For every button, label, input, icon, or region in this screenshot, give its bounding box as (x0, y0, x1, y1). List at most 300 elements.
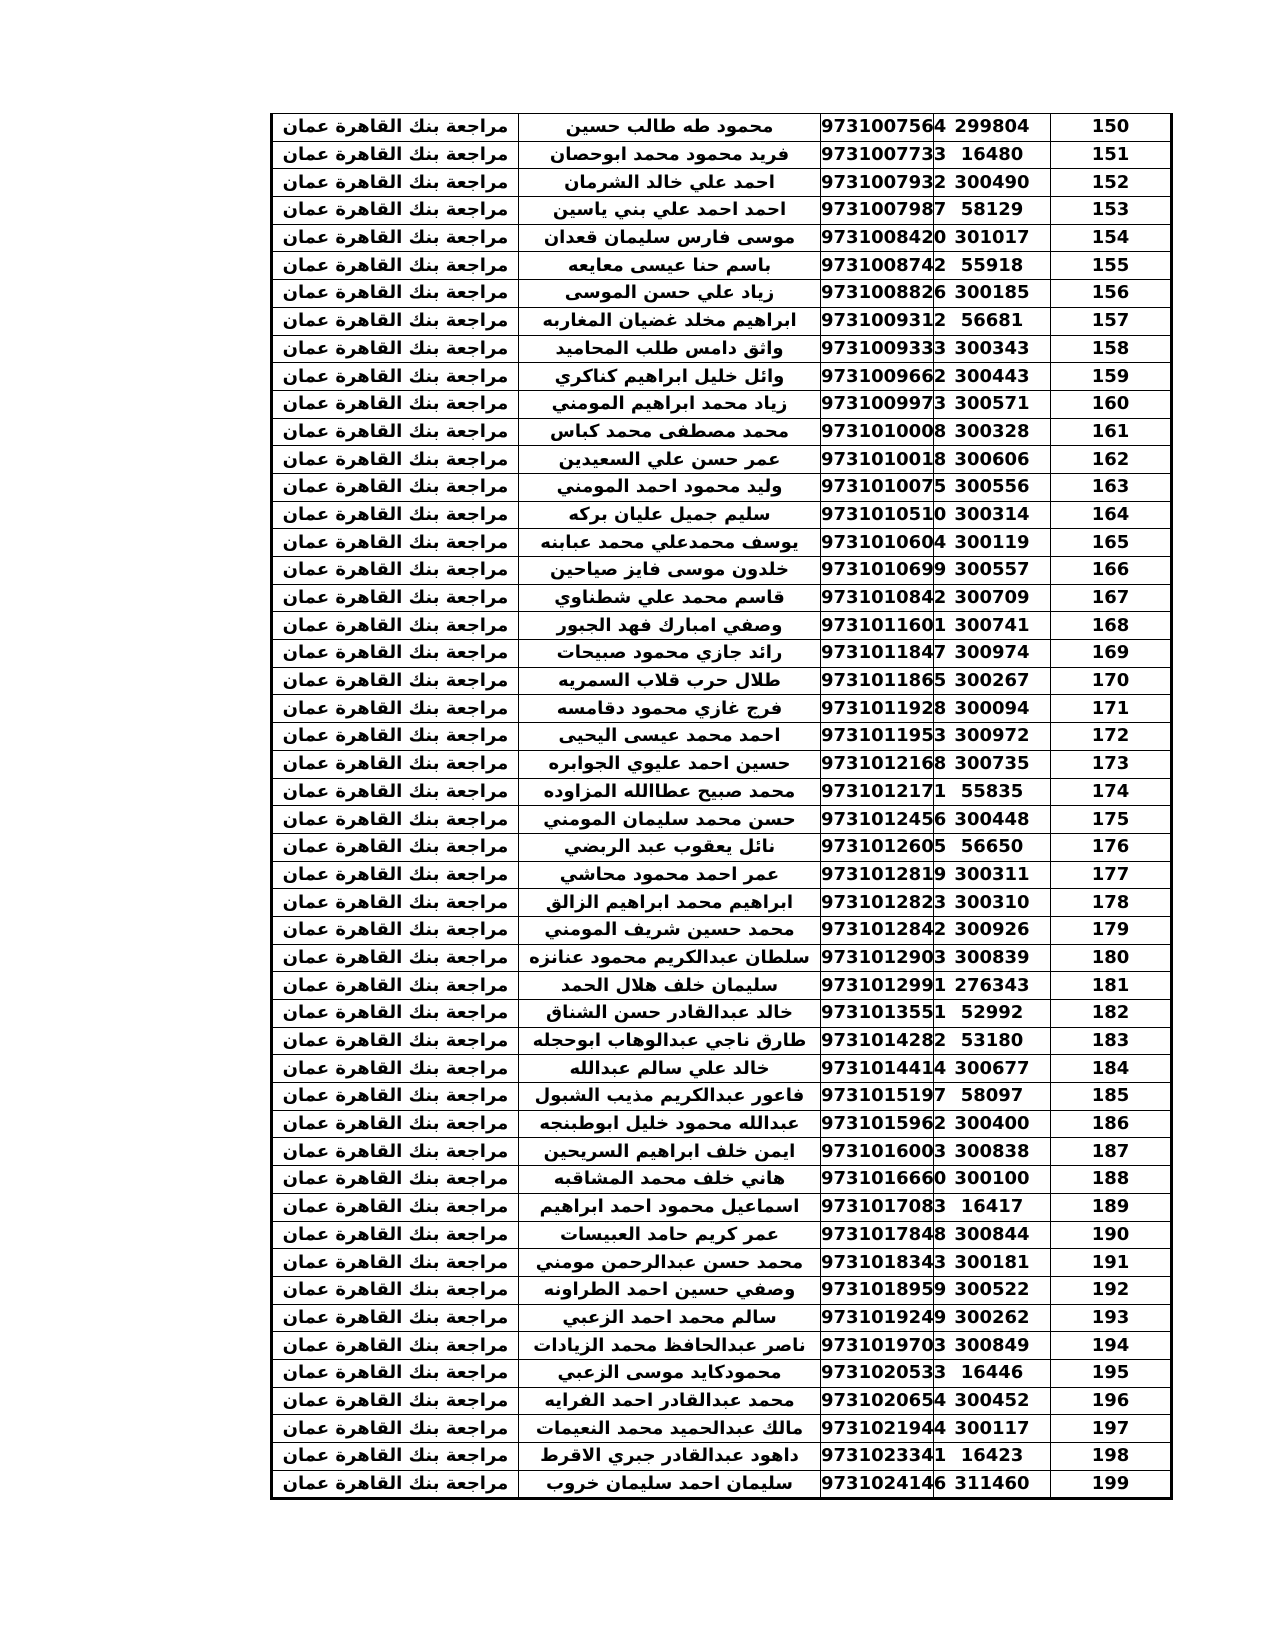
id-number-cell: 55835 (934, 778, 1051, 806)
name-cell: باسم حنا عيسى معايعه (519, 252, 821, 280)
id-number-cell: 300181 (934, 1249, 1051, 1277)
id-number-cell: 300490 (934, 169, 1051, 197)
name-cell: محمودكايد موسى الزعبي (519, 1359, 821, 1387)
row-number-cell: 186 (1051, 1110, 1172, 1138)
id-number-cell: 300343 (934, 335, 1051, 363)
row-number-cell: 191 (1051, 1249, 1172, 1277)
row-number-cell: 161 (1051, 418, 1172, 446)
id-number-cell: 300849 (934, 1332, 1051, 1360)
row-number-cell: 177 (1051, 861, 1172, 889)
table-row (272, 141, 1172, 169)
name-cell: وصفي حسين احمد الطراونه (519, 1276, 821, 1304)
table-row (272, 1470, 1172, 1499)
note-cell: مراجعة بنك القاهرة عمان (272, 584, 519, 612)
note-cell: مراجعة بنك القاهرة عمان (272, 557, 519, 585)
note-cell: مراجعة بنك القاهرة عمان (272, 252, 519, 280)
name-cell: عبدالله محمود خليل ابوطبنجه (519, 1110, 821, 1138)
note-cell: مراجعة بنك القاهرة عمان (272, 1304, 519, 1332)
name-cell: وائل خليل ابراهيم كناكري (519, 363, 821, 391)
name-cell: وصفي امبارك فهد الجبور (519, 612, 821, 640)
table-row (272, 723, 1172, 751)
account-number-cell: 9731007987 (821, 197, 934, 225)
table-row (272, 363, 1172, 391)
account-number-cell: 9731018959 (821, 1276, 934, 1304)
account-number-cell: 9731019703 (821, 1332, 934, 1360)
id-number-cell: 311460 (934, 1470, 1051, 1499)
account-number-cell: 9731008826 (821, 280, 934, 308)
name-cell: رائد جازي محمود صبيحات (519, 640, 821, 668)
row-number-cell: 173 (1051, 750, 1172, 778)
table-row (272, 833, 1172, 861)
name-cell: احمد علي خالد الشرمان (519, 169, 821, 197)
name-cell: سليمان احمد سليمان خروب (519, 1470, 821, 1499)
id-number-cell: 300972 (934, 723, 1051, 751)
id-number-cell: 300606 (934, 446, 1051, 474)
note-cell: مراجعة بنك القاهرة عمان (272, 307, 519, 335)
id-number-cell: 300926 (934, 916, 1051, 944)
account-number-cell: 9731020654 (821, 1387, 934, 1415)
account-number-cell: 9731016003 (821, 1138, 934, 1166)
table-row (272, 1332, 1172, 1360)
note-cell: مراجعة بنك القاهرة عمان (272, 473, 519, 501)
table-row (272, 1249, 1172, 1277)
table-row (272, 944, 1172, 972)
table-row (272, 1110, 1172, 1138)
id-number-cell: 300522 (934, 1276, 1051, 1304)
row-number-cell: 151 (1051, 141, 1172, 169)
name-cell: سليمان خلف هلال الحمد (519, 972, 821, 1000)
name-cell: سالم محمد احمد الزعبي (519, 1304, 821, 1332)
note-cell: مراجعة بنك القاهرة عمان (272, 723, 519, 751)
name-cell: عمر احمد محمود محاشي (519, 861, 821, 889)
account-number-cell: 9731011865 (821, 667, 934, 695)
name-cell: نائل يعقوب عبد الربضي (519, 833, 821, 861)
row-number-cell: 182 (1051, 1000, 1172, 1028)
note-cell: مراجعة بنك القاهرة عمان (272, 1470, 519, 1499)
id-number-cell: 300839 (934, 944, 1051, 972)
id-number-cell: 300185 (934, 280, 1051, 308)
table-row (272, 1027, 1172, 1055)
name-cell: سلطان عبدالكريم محمود عنانزه (519, 944, 821, 972)
name-cell: زياد محمد ابراهيم المومني (519, 390, 821, 418)
row-number-cell: 169 (1051, 640, 1172, 668)
row-number-cell: 192 (1051, 1276, 1172, 1304)
table-row (272, 612, 1172, 640)
name-cell: ابراهيم محمد ابراهيم الزالق (519, 889, 821, 917)
row-number-cell: 178 (1051, 889, 1172, 917)
account-number-cell: 9731012171 (821, 778, 934, 806)
name-cell: حسن محمد سليمان المومني (519, 806, 821, 834)
name-cell: عمر كريم حامد العبيسات (519, 1221, 821, 1249)
name-cell: وليد محمود احمد المومني (519, 473, 821, 501)
note-cell: مراجعة بنك القاهرة عمان (272, 1110, 519, 1138)
account-number-cell: 9731012842 (821, 916, 934, 944)
row-number-cell: 199 (1051, 1470, 1172, 1499)
note-cell: مراجعة بنك القاهرة عمان (272, 1055, 519, 1083)
id-number-cell: 300556 (934, 473, 1051, 501)
note-cell: مراجعة بنك القاهرة عمان (272, 1083, 519, 1111)
id-number-cell: 300452 (934, 1387, 1051, 1415)
row-number-cell: 152 (1051, 169, 1172, 197)
row-number-cell: 160 (1051, 390, 1172, 418)
row-number-cell: 198 (1051, 1443, 1172, 1471)
table-row (272, 806, 1172, 834)
note-cell: مراجعة بنك القاهرة عمان (272, 667, 519, 695)
account-number-cell: 9731016660 (821, 1166, 934, 1194)
id-number-cell: 300838 (934, 1138, 1051, 1166)
note-cell: مراجعة بنك القاهرة عمان (272, 1027, 519, 1055)
account-number-cell: 9731011953 (821, 723, 934, 751)
table-row (272, 1221, 1172, 1249)
name-cell: مالك عبدالحميد محمد النعيمات (519, 1415, 821, 1443)
account-number-cell: 9731015962 (821, 1110, 934, 1138)
note-cell: مراجعة بنك القاهرة عمان (272, 1166, 519, 1194)
table-row (272, 1193, 1172, 1221)
table-row (272, 584, 1172, 612)
row-number-cell: 174 (1051, 778, 1172, 806)
name-cell: خلدون موسى فايز صياحين (519, 557, 821, 585)
table-row (272, 418, 1172, 446)
table-row (272, 1304, 1172, 1332)
row-number-cell: 156 (1051, 280, 1172, 308)
table-row (272, 1276, 1172, 1304)
table-row (272, 557, 1172, 585)
table-row (272, 1359, 1172, 1387)
note-cell: مراجعة بنك القاهرة عمان (272, 280, 519, 308)
account-number-cell: 9731020533 (821, 1359, 934, 1387)
table-row (272, 1055, 1172, 1083)
name-cell: خالد علي سالم عبدالله (519, 1055, 821, 1083)
name-cell: طلال حرب قلاب السمريه (519, 667, 821, 695)
table-row (272, 1138, 1172, 1166)
id-number-cell: 301017 (934, 224, 1051, 252)
table-row (272, 695, 1172, 723)
id-number-cell: 300328 (934, 418, 1051, 446)
account-number-cell: 9731012991 (821, 972, 934, 1000)
account-number-cell: 9731008742 (821, 252, 934, 280)
note-cell: مراجعة بنك القاهرة عمان (272, 446, 519, 474)
note-cell: مراجعة بنك القاهرة عمان (272, 1193, 519, 1221)
table-row (272, 280, 1172, 308)
row-number-cell: 150 (1051, 114, 1172, 142)
note-cell: مراجعة بنك القاهرة عمان (272, 501, 519, 529)
beneficiaries-table (270, 113, 1173, 1500)
account-number-cell: 9731012819 (821, 861, 934, 889)
id-number-cell: 300974 (934, 640, 1051, 668)
row-number-cell: 163 (1051, 473, 1172, 501)
id-number-cell: 300557 (934, 557, 1051, 585)
table-row (272, 667, 1172, 695)
row-number-cell: 168 (1051, 612, 1172, 640)
id-number-cell: 58129 (934, 197, 1051, 225)
name-cell: ناصر عبدالحافظ محمد الزيادات (519, 1332, 821, 1360)
row-number-cell: 154 (1051, 224, 1172, 252)
account-number-cell: 9731009312 (821, 307, 934, 335)
note-cell: مراجعة بنك القاهرة عمان (272, 418, 519, 446)
note-cell: مراجعة بنك القاهرة عمان (272, 1443, 519, 1471)
name-cell: احمد احمد علي بني ياسين (519, 197, 821, 225)
table-row (272, 972, 1172, 1000)
table-row (272, 861, 1172, 889)
name-cell: طارق ناجي عبدالوهاب ابوحجله (519, 1027, 821, 1055)
table-row (272, 335, 1172, 363)
name-cell: داهود عبدالقادر جبري الاقرط (519, 1443, 821, 1471)
name-cell: محمد صبيح عطاالله المزاوده (519, 778, 821, 806)
row-number-cell: 188 (1051, 1166, 1172, 1194)
account-number-cell: 9731011928 (821, 695, 934, 723)
name-cell: فاعور عبدالكريم مذيب الشبول (519, 1083, 821, 1111)
id-number-cell: 276343 (934, 972, 1051, 1000)
account-number-cell: 9731010842 (821, 584, 934, 612)
table-row (272, 390, 1172, 418)
note-cell: مراجعة بنك القاهرة عمان (272, 695, 519, 723)
row-number-cell: 167 (1051, 584, 1172, 612)
id-number-cell: 300262 (934, 1304, 1051, 1332)
row-number-cell: 189 (1051, 1193, 1172, 1221)
name-cell: يوسف محمدعلي محمد عبابنه (519, 529, 821, 557)
note-cell: مراجعة بنك القاهرة عمان (272, 778, 519, 806)
name-cell: خالد عبدالقادر حسن الشناق (519, 1000, 821, 1028)
row-number-cell: 195 (1051, 1359, 1172, 1387)
account-number-cell: 9731017083 (821, 1193, 934, 1221)
row-number-cell: 157 (1051, 307, 1172, 335)
account-number-cell: 9731009662 (821, 363, 934, 391)
account-number-cell: 9731019249 (821, 1304, 934, 1332)
id-number-cell: 300741 (934, 612, 1051, 640)
account-number-cell: 9731007733 (821, 141, 934, 169)
note-cell: مراجعة بنك القاهرة عمان (272, 806, 519, 834)
name-cell: قاسم محمد علي شطناوي (519, 584, 821, 612)
table-row (272, 1387, 1172, 1415)
account-number-cell: 9731012823 (821, 889, 934, 917)
table-row (272, 224, 1172, 252)
note-cell: مراجعة بنك القاهرة عمان (272, 612, 519, 640)
row-number-cell: 183 (1051, 1027, 1172, 1055)
note-cell: مراجعة بنك القاهرة عمان (272, 224, 519, 252)
account-number-cell: 9731012605 (821, 833, 934, 861)
note-cell: مراجعة بنك القاهرة عمان (272, 1332, 519, 1360)
note-cell: مراجعة بنك القاهرة عمان (272, 335, 519, 363)
name-cell: حسين احمد عليوي الجوابره (519, 750, 821, 778)
account-number-cell: 9731010510 (821, 501, 934, 529)
row-number-cell: 175 (1051, 806, 1172, 834)
id-number-cell: 300448 (934, 806, 1051, 834)
row-number-cell: 176 (1051, 833, 1172, 861)
note-cell: مراجعة بنك القاهرة عمان (272, 1000, 519, 1028)
table-row (272, 1443, 1172, 1471)
table-row (272, 252, 1172, 280)
account-number-cell: 9731007564 (821, 114, 934, 142)
id-number-cell: 300735 (934, 750, 1051, 778)
name-cell: ايمن خلف ابراهيم السريحين (519, 1138, 821, 1166)
row-number-cell: 172 (1051, 723, 1172, 751)
name-cell: زياد علي حسن الموسى (519, 280, 821, 308)
row-number-cell: 165 (1051, 529, 1172, 557)
table-row (272, 778, 1172, 806)
table-row (272, 1083, 1172, 1111)
id-number-cell: 300311 (934, 861, 1051, 889)
row-number-cell: 180 (1051, 944, 1172, 972)
id-number-cell: 300117 (934, 1415, 1051, 1443)
id-number-cell: 300119 (934, 529, 1051, 557)
id-number-cell: 53180 (934, 1027, 1051, 1055)
note-cell: مراجعة بنك القاهرة عمان (272, 1415, 519, 1443)
note-cell: مراجعة بنك القاهرة عمان (272, 861, 519, 889)
account-number-cell: 9731010075 (821, 473, 934, 501)
id-number-cell: 16417 (934, 1193, 1051, 1221)
row-number-cell: 155 (1051, 252, 1172, 280)
id-number-cell: 16480 (934, 141, 1051, 169)
account-number-cell: 9731010008 (821, 418, 934, 446)
name-cell: اسماعيل محمود احمد ابراهيم (519, 1193, 821, 1221)
name-cell: محمد حسن عبدالرحمن مومني (519, 1249, 821, 1277)
id-number-cell: 300844 (934, 1221, 1051, 1249)
note-cell: مراجعة بنك القاهرة عمان (272, 529, 519, 557)
id-number-cell: 300310 (934, 889, 1051, 917)
table-row (272, 169, 1172, 197)
account-number-cell: 9731008420 (821, 224, 934, 252)
id-number-cell: 300094 (934, 695, 1051, 723)
row-number-cell: 184 (1051, 1055, 1172, 1083)
table-row (272, 446, 1172, 474)
table-row (272, 640, 1172, 668)
account-number-cell: 9731024146 (821, 1470, 934, 1499)
note-cell: مراجعة بنك القاهرة عمان (272, 141, 519, 169)
account-number-cell: 9731010699 (821, 557, 934, 585)
account-number-cell: 9731011601 (821, 612, 934, 640)
name-cell: محمد حسين شريف المومني (519, 916, 821, 944)
table-row (272, 916, 1172, 944)
account-number-cell: 9731012168 (821, 750, 934, 778)
note-cell: مراجعة بنك القاهرة عمان (272, 889, 519, 917)
account-number-cell: 9731013551 (821, 1000, 934, 1028)
note-cell: مراجعة بنك القاهرة عمان (272, 916, 519, 944)
row-number-cell: 170 (1051, 667, 1172, 695)
row-number-cell: 185 (1051, 1083, 1172, 1111)
note-cell: مراجعة بنك القاهرة عمان (272, 944, 519, 972)
table-row (272, 114, 1172, 142)
table-row (272, 1166, 1172, 1194)
id-number-cell: 16423 (934, 1443, 1051, 1471)
id-number-cell: 300400 (934, 1110, 1051, 1138)
name-cell: احمد محمد عيسى اليحيى (519, 723, 821, 751)
account-number-cell: 9731014282 (821, 1027, 934, 1055)
name-cell: عمر حسن علي السعيدين (519, 446, 821, 474)
table-row (272, 1000, 1172, 1028)
id-number-cell: 58097 (934, 1083, 1051, 1111)
note-cell: مراجعة بنك القاهرة عمان (272, 833, 519, 861)
table-row (272, 529, 1172, 557)
name-cell: واثق دامس طلب المحاميد (519, 335, 821, 363)
row-number-cell: 159 (1051, 363, 1172, 391)
name-cell: محمد عبدالقادر احمد الفرايه (519, 1387, 821, 1415)
table-body (272, 114, 1172, 1499)
id-number-cell: 300709 (934, 584, 1051, 612)
row-number-cell: 197 (1051, 1415, 1172, 1443)
name-cell: فرج غازي محمود دقامسه (519, 695, 821, 723)
table-row (272, 473, 1172, 501)
note-cell: مراجعة بنك القاهرة عمان (272, 972, 519, 1000)
id-number-cell: 300267 (934, 667, 1051, 695)
account-number-cell: 9731010018 (821, 446, 934, 474)
table-row (272, 1415, 1172, 1443)
note-cell: مراجعة بنك القاهرة عمان (272, 640, 519, 668)
id-number-cell: 52992 (934, 1000, 1051, 1028)
note-cell: مراجعة بنك القاهرة عمان (272, 750, 519, 778)
account-number-cell: 9731014414 (821, 1055, 934, 1083)
id-number-cell: 299804 (934, 114, 1051, 142)
account-number-cell: 9731015197 (821, 1083, 934, 1111)
name-cell: فريد محمود محمد ابوحصان (519, 141, 821, 169)
name-cell: محمود طه طالب حسين (519, 114, 821, 142)
table-row (272, 889, 1172, 917)
id-number-cell: 300443 (934, 363, 1051, 391)
name-cell: ابراهيم مخلد غضيان المغاربه (519, 307, 821, 335)
account-number-cell: 9731012903 (821, 944, 934, 972)
table-row (272, 307, 1172, 335)
row-number-cell: 194 (1051, 1332, 1172, 1360)
note-cell: مراجعة بنك القاهرة عمان (272, 1276, 519, 1304)
id-number-cell: 56681 (934, 307, 1051, 335)
row-number-cell: 171 (1051, 695, 1172, 723)
account-number-cell: 9731017848 (821, 1221, 934, 1249)
account-number-cell: 9731012456 (821, 806, 934, 834)
note-cell: مراجعة بنك القاهرة عمان (272, 1138, 519, 1166)
row-number-cell: 153 (1051, 197, 1172, 225)
name-cell: سليم جميل عليان بركه (519, 501, 821, 529)
note-cell: مراجعة بنك القاهرة عمان (272, 169, 519, 197)
id-number-cell: 300100 (934, 1166, 1051, 1194)
id-number-cell: 300571 (934, 390, 1051, 418)
name-cell: محمد مصطفى محمد كباس (519, 418, 821, 446)
note-cell: مراجعة بنك القاهرة عمان (272, 197, 519, 225)
row-number-cell: 196 (1051, 1387, 1172, 1415)
name-cell: هاني خلف محمد المشاقبه (519, 1166, 821, 1194)
account-number-cell: 9731011847 (821, 640, 934, 668)
row-number-cell: 187 (1051, 1138, 1172, 1166)
account-number-cell: 9731018343 (821, 1249, 934, 1277)
row-number-cell: 190 (1051, 1221, 1172, 1249)
table-row (272, 197, 1172, 225)
note-cell: مراجعة بنك القاهرة عمان (272, 114, 519, 142)
row-number-cell: 179 (1051, 916, 1172, 944)
id-number-cell: 300677 (934, 1055, 1051, 1083)
note-cell: مراجعة بنك القاهرة عمان (272, 1359, 519, 1387)
note-cell: مراجعة بنك القاهرة عمان (272, 1221, 519, 1249)
note-cell: مراجعة بنك القاهرة عمان (272, 390, 519, 418)
table-row (272, 501, 1172, 529)
row-number-cell: 158 (1051, 335, 1172, 363)
account-number-cell: 9731009973 (821, 390, 934, 418)
note-cell: مراجعة بنك القاهرة عمان (272, 1249, 519, 1277)
account-number-cell: 9731007932 (821, 169, 934, 197)
name-cell: موسى فارس سليمان قعدان (519, 224, 821, 252)
row-number-cell: 162 (1051, 446, 1172, 474)
note-cell: مراجعة بنك القاهرة عمان (272, 363, 519, 391)
account-number-cell: 9731009333 (821, 335, 934, 363)
row-number-cell: 181 (1051, 972, 1172, 1000)
account-number-cell: 9731023341 (821, 1443, 934, 1471)
account-number-cell: 9731010604 (821, 529, 934, 557)
id-number-cell: 16446 (934, 1359, 1051, 1387)
row-number-cell: 193 (1051, 1304, 1172, 1332)
row-number-cell: 166 (1051, 557, 1172, 585)
id-number-cell: 56650 (934, 833, 1051, 861)
account-number-cell: 9731021944 (821, 1415, 934, 1443)
note-cell: مراجعة بنك القاهرة عمان (272, 1387, 519, 1415)
id-number-cell: 55918 (934, 252, 1051, 280)
row-number-cell: 164 (1051, 501, 1172, 529)
